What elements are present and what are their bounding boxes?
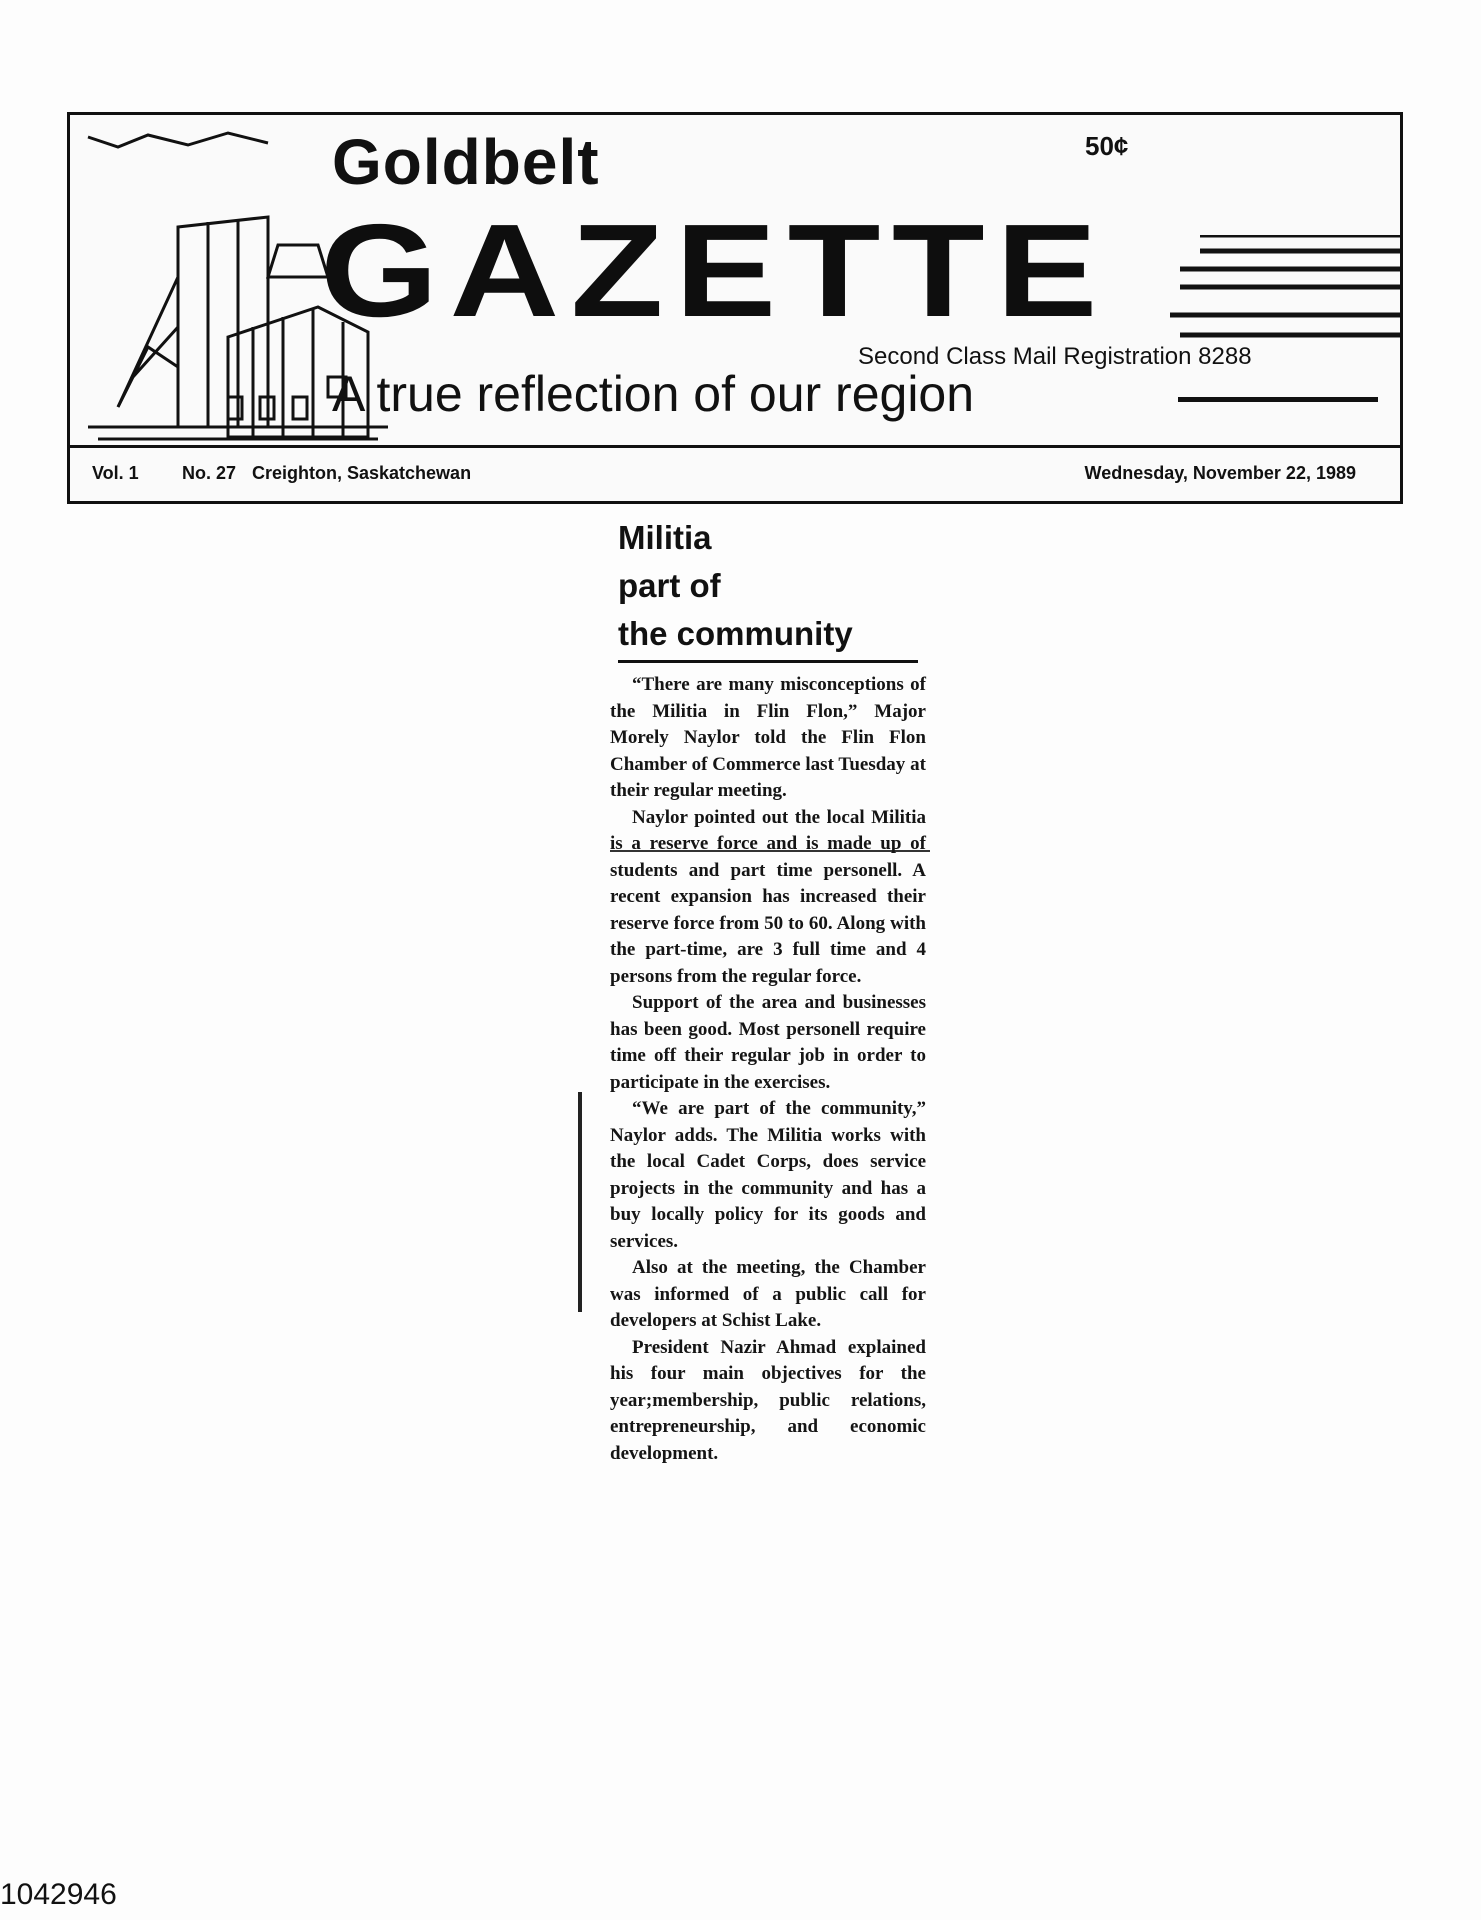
issue-date: Wednesday, November 22, 1989 [1084,463,1356,483]
document-id: 1042946 [0,1878,117,1911]
article-paragraph: “There are many misconceptions of the Militia in Flin Flon,” Major Morely Naylor told the Flin Flon Chamber of Commerce last Tuesday at their regular meeting. [610,674,926,801]
headline-rule [618,660,918,663]
headline-line: the community [618,615,853,652]
masthead-slogan: A true reflection of our region [332,366,975,422]
newspaper-masthead [67,112,1403,504]
article-paragraph: Support of the area and businesses has been good. Most personell require time off their regular job in order to participate in the exercises. [610,992,926,1093]
article-paragraph: Also at the meeting, the Chamber was informed of a public call for developers at Schist Lake. [610,1257,926,1331]
article-paragraph: “We are part of the community,” Naylor adds. The Militia works with the local Cadet Corps, does service projects in the community and has a buy locally policy for its goods and services. [610,1098,926,1252]
price: 50¢ [1085,131,1129,161]
article-paragraph: President Nazir Ahmad explained his four main objectives for the year;membership, public relations, entrepreneurship, and economic development. [610,1336,926,1464]
headline-line: Militia [618,519,712,556]
location: Creighton, Saskatchewan [252,463,472,483]
clipping-edge [578,1092,582,1312]
masthead-title-main: GAZETTE [320,197,1109,344]
volume: Vol. 1 [92,463,139,483]
masthead-title-top: Goldbelt [332,126,600,198]
mail-registration: Second Class Mail Registration 8288 [858,343,1252,370]
article-body [610,672,926,1467]
masthead-rule [70,445,1400,448]
headline-line: part of [618,567,721,604]
article-headline [618,514,938,658]
article-paragraph: Naylor pointed out the local Militia is a reserve force and is made up of students and part time personell. A recent expansion has increased their reserve force from 50 to 60. Along with the part-time, are 3 full time and 4 persons from the regular force. [610,806,926,987]
issue-number: No. 27 [182,463,237,483]
slogan-rule [1178,397,1378,402]
article-clipping [596,512,941,1772]
